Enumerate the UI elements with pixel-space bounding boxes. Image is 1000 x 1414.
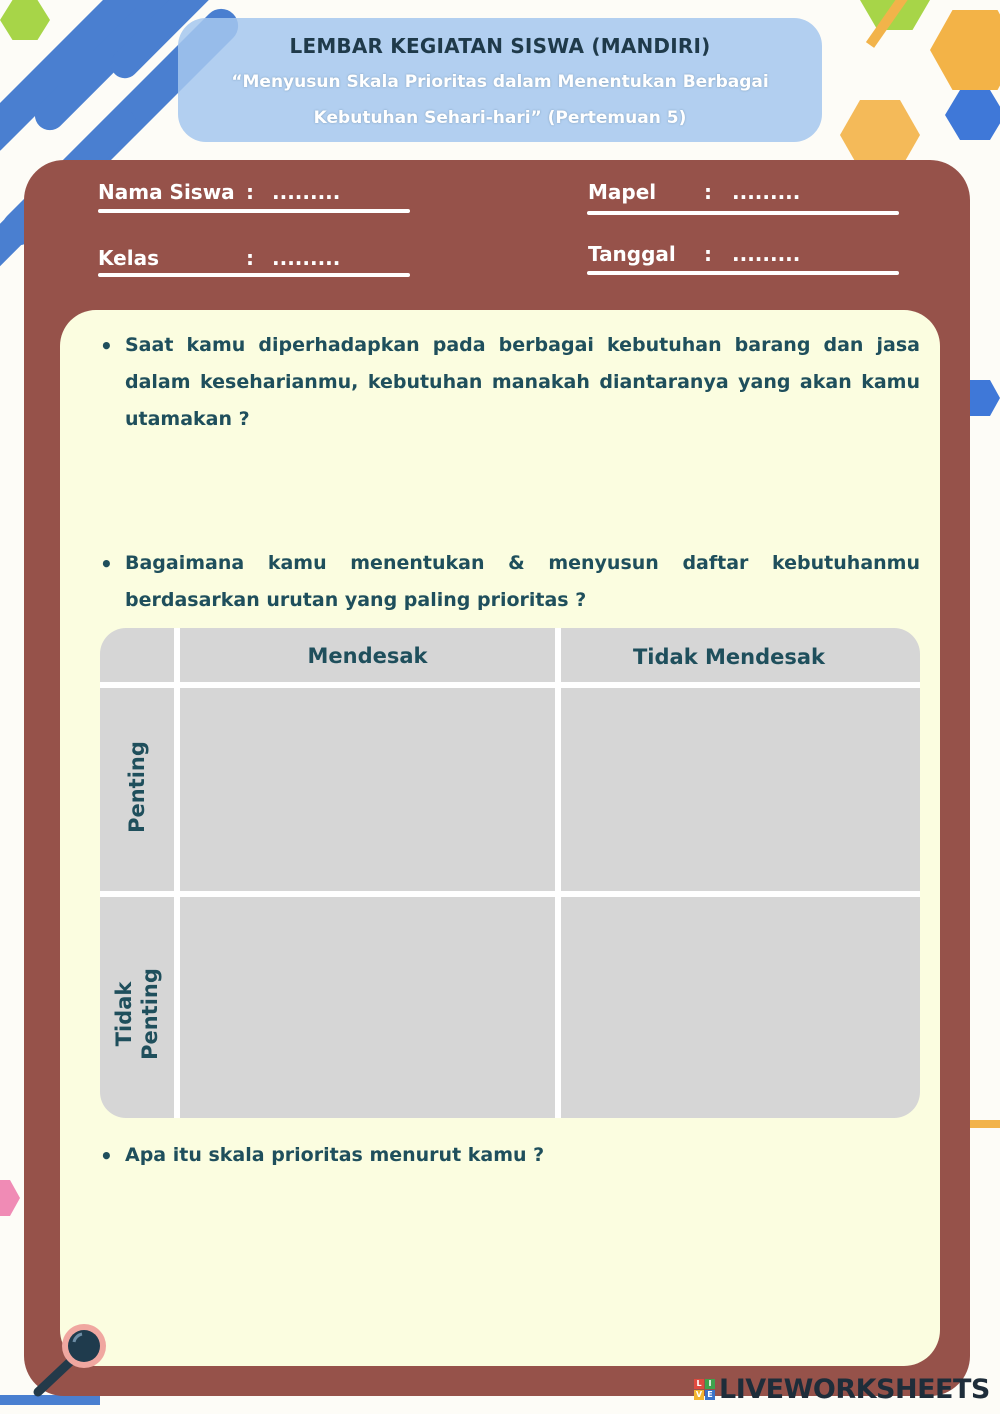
date-blank[interactable]: ......... [732,242,801,266]
class-label: Kelas [98,246,159,270]
date-underline [587,271,899,275]
worksheet-header [178,18,822,142]
magnifier-icon [28,1320,118,1400]
subject-field [588,180,908,204]
student-name-underline [98,209,410,213]
class-field [98,246,418,270]
matrix-cell-not-important-not-urgent[interactable] [561,897,920,1118]
matrix-cell-important-not-urgent[interactable] [561,688,920,891]
subject-colon: : [704,180,712,204]
subject-blank[interactable]: ......... [732,180,801,204]
matrix-cell-not-important-urgent[interactable] [180,897,555,1118]
subject-underline [587,211,899,215]
question-1-bullet: • [100,334,113,358]
worksheet-title: LEMBAR KEGIATAN SISWA (MANDIRI) [289,34,711,58]
liveworksheets-brand[interactable] [694,1372,990,1406]
question-1-answer-area[interactable] [125,410,920,530]
matrix-row-header-not-important: Tidak Penting [112,968,162,1060]
subject-label: Mapel [588,180,657,204]
date-field [588,242,908,266]
matrix-col-header-urgent: Mendesak [307,644,428,668]
matrix-col-header-not-urgent: Tidak Mendesak [632,645,825,669]
question-2-text: Bagaimana kamu menentukan & menyusun daftar kebutuhanmu berdasarkan urutan yang paling prioritas ? [125,552,920,611]
question-3-text: Apa itu skala prioritas menurut kamu ? [125,1144,545,1166]
class-underline [98,273,410,277]
liveworksheets-logo-icon: L I V E [694,1379,715,1400]
priority-matrix [100,628,920,1118]
question-2-bullet: • [100,552,113,576]
question-3-bullet: • [100,1144,113,1168]
student-name-colon: : [246,180,254,204]
question-1-text: Saat kamu diperhadapkan pada berbagai kebutuhan barang dan jasa dalam keseharianmu, kebutuhan manakah diantaranya yang akan kamu utamakan ? [125,334,920,430]
class-blank[interactable]: ......... [272,246,341,270]
matrix-row-header-important: Penting [125,741,149,833]
student-name-blank[interactable]: ......... [272,180,341,204]
date-colon: : [704,242,712,266]
worksheet-subtitle: “Menyusun Skala Prioritas dalam Menentukan Berbagai Kebutuhan Sehari-hari” (Pertemuan 5) [231,72,769,128]
class-colon: : [246,246,254,270]
question-3-answer-area[interactable] [125,1185,920,1335]
matrix-cell-important-urgent[interactable] [180,688,555,891]
liveworksheets-wordmark: LIVEWORKSHEETS [719,1373,990,1405]
student-name-label: Nama Siswa [98,180,235,204]
student-name-field [98,180,418,204]
date-label: Tanggal [588,242,676,266]
